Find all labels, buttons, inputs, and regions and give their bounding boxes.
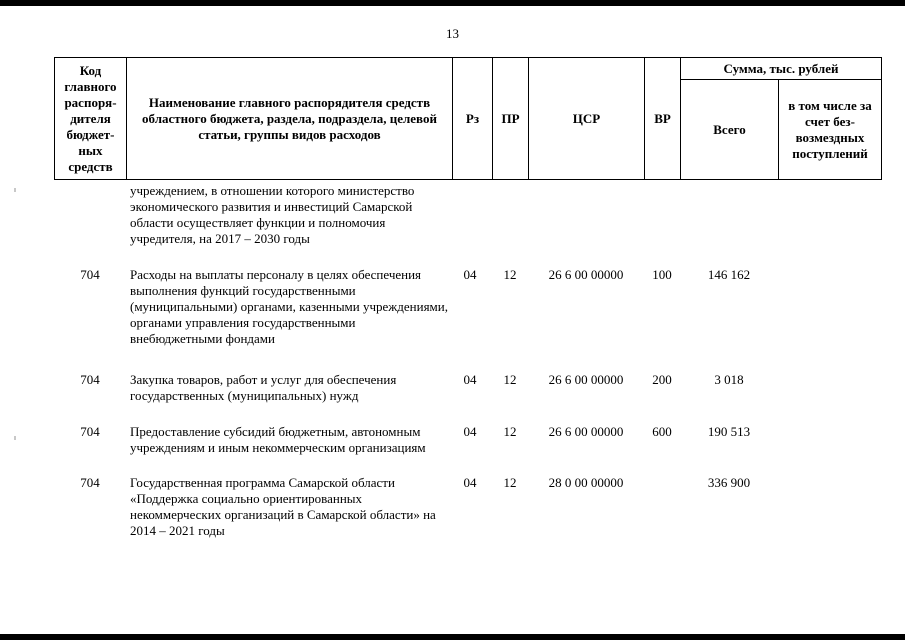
scan-border-top	[0, 0, 905, 6]
row-rz: 04	[463, 424, 477, 439]
row-code: 704	[80, 475, 100, 490]
header-vr: ВР	[645, 58, 681, 180]
row-code: 704	[80, 372, 100, 387]
table-header	[54, 57, 882, 180]
row-csr: 26 6 00 00000	[548, 267, 624, 282]
row-csr: 28 0 00 00000	[548, 475, 624, 490]
row-vr: 200	[652, 372, 672, 387]
header-code: Код главного распоря- дителя бюджет- ных средств	[55, 58, 127, 180]
header-rz: Рз	[453, 58, 493, 180]
row-pr: 12	[503, 424, 517, 439]
row-total: 336 900	[707, 475, 751, 490]
row-rz: 04	[463, 475, 477, 490]
scan-border-bottom	[0, 634, 905, 640]
header-name: Наименование главного распорядителя средств областного бюджета, раздела, подраздела, целевой статьи, группы видов расходов	[127, 58, 453, 180]
header-pr: ПР	[493, 58, 529, 180]
header-sum: Сумма, тыс. рублей	[681, 58, 882, 80]
row-total: 190 513	[707, 424, 751, 439]
row-code: 704	[80, 267, 100, 282]
row-rz: 04	[463, 372, 477, 387]
row-name: Расходы на выплаты персоналу в целях обеспечения выполнения функций государственными (муниципальными) органами, казенными учреждениями, органами управления государственными внебюджетными фондами	[130, 267, 448, 346]
row-pr: 12	[503, 475, 517, 490]
row-pr: 12	[503, 267, 517, 282]
row-name: Закупка товаров, работ и услуг для обеспечения государственных (муниципальных) нужд	[130, 372, 397, 403]
row-name: Государственная программа Самарской области «Поддержка социально ориентированных некоммерческих организаций в Самарской области» на 2014 – 2021 годы	[130, 475, 436, 538]
page-number: 13	[446, 26, 459, 41]
row-total: 3 018	[714, 372, 744, 387]
row-vr: 100	[652, 267, 672, 282]
row-name: Предоставление субсидий бюджетным, автономным учреждениям и иным некоммерческим организациям	[130, 424, 426, 455]
row-csr: 26 6 00 00000	[548, 424, 624, 439]
scan-artifact-mark	[14, 436, 16, 440]
row-code: 704	[80, 424, 100, 439]
row-pr: 12	[503, 372, 517, 387]
row-rz: 04	[463, 267, 477, 282]
row-name: учреждением, в отношении которого министерство экономического развития и инвестиций Самарской области осуществляет функции и полномочия учредителя, на 2017 – 2030 годы	[130, 183, 415, 246]
scan-artifact-mark	[14, 188, 16, 192]
row-vr: 600	[652, 424, 672, 439]
header-csr: ЦСР	[529, 58, 645, 180]
row-total: 146 162	[707, 267, 751, 282]
header-incl: в том числе за счет без- возмездных поступлений	[779, 80, 882, 180]
row-csr: 26 6 00 00000	[548, 372, 624, 387]
header-total: Всего	[681, 80, 779, 180]
